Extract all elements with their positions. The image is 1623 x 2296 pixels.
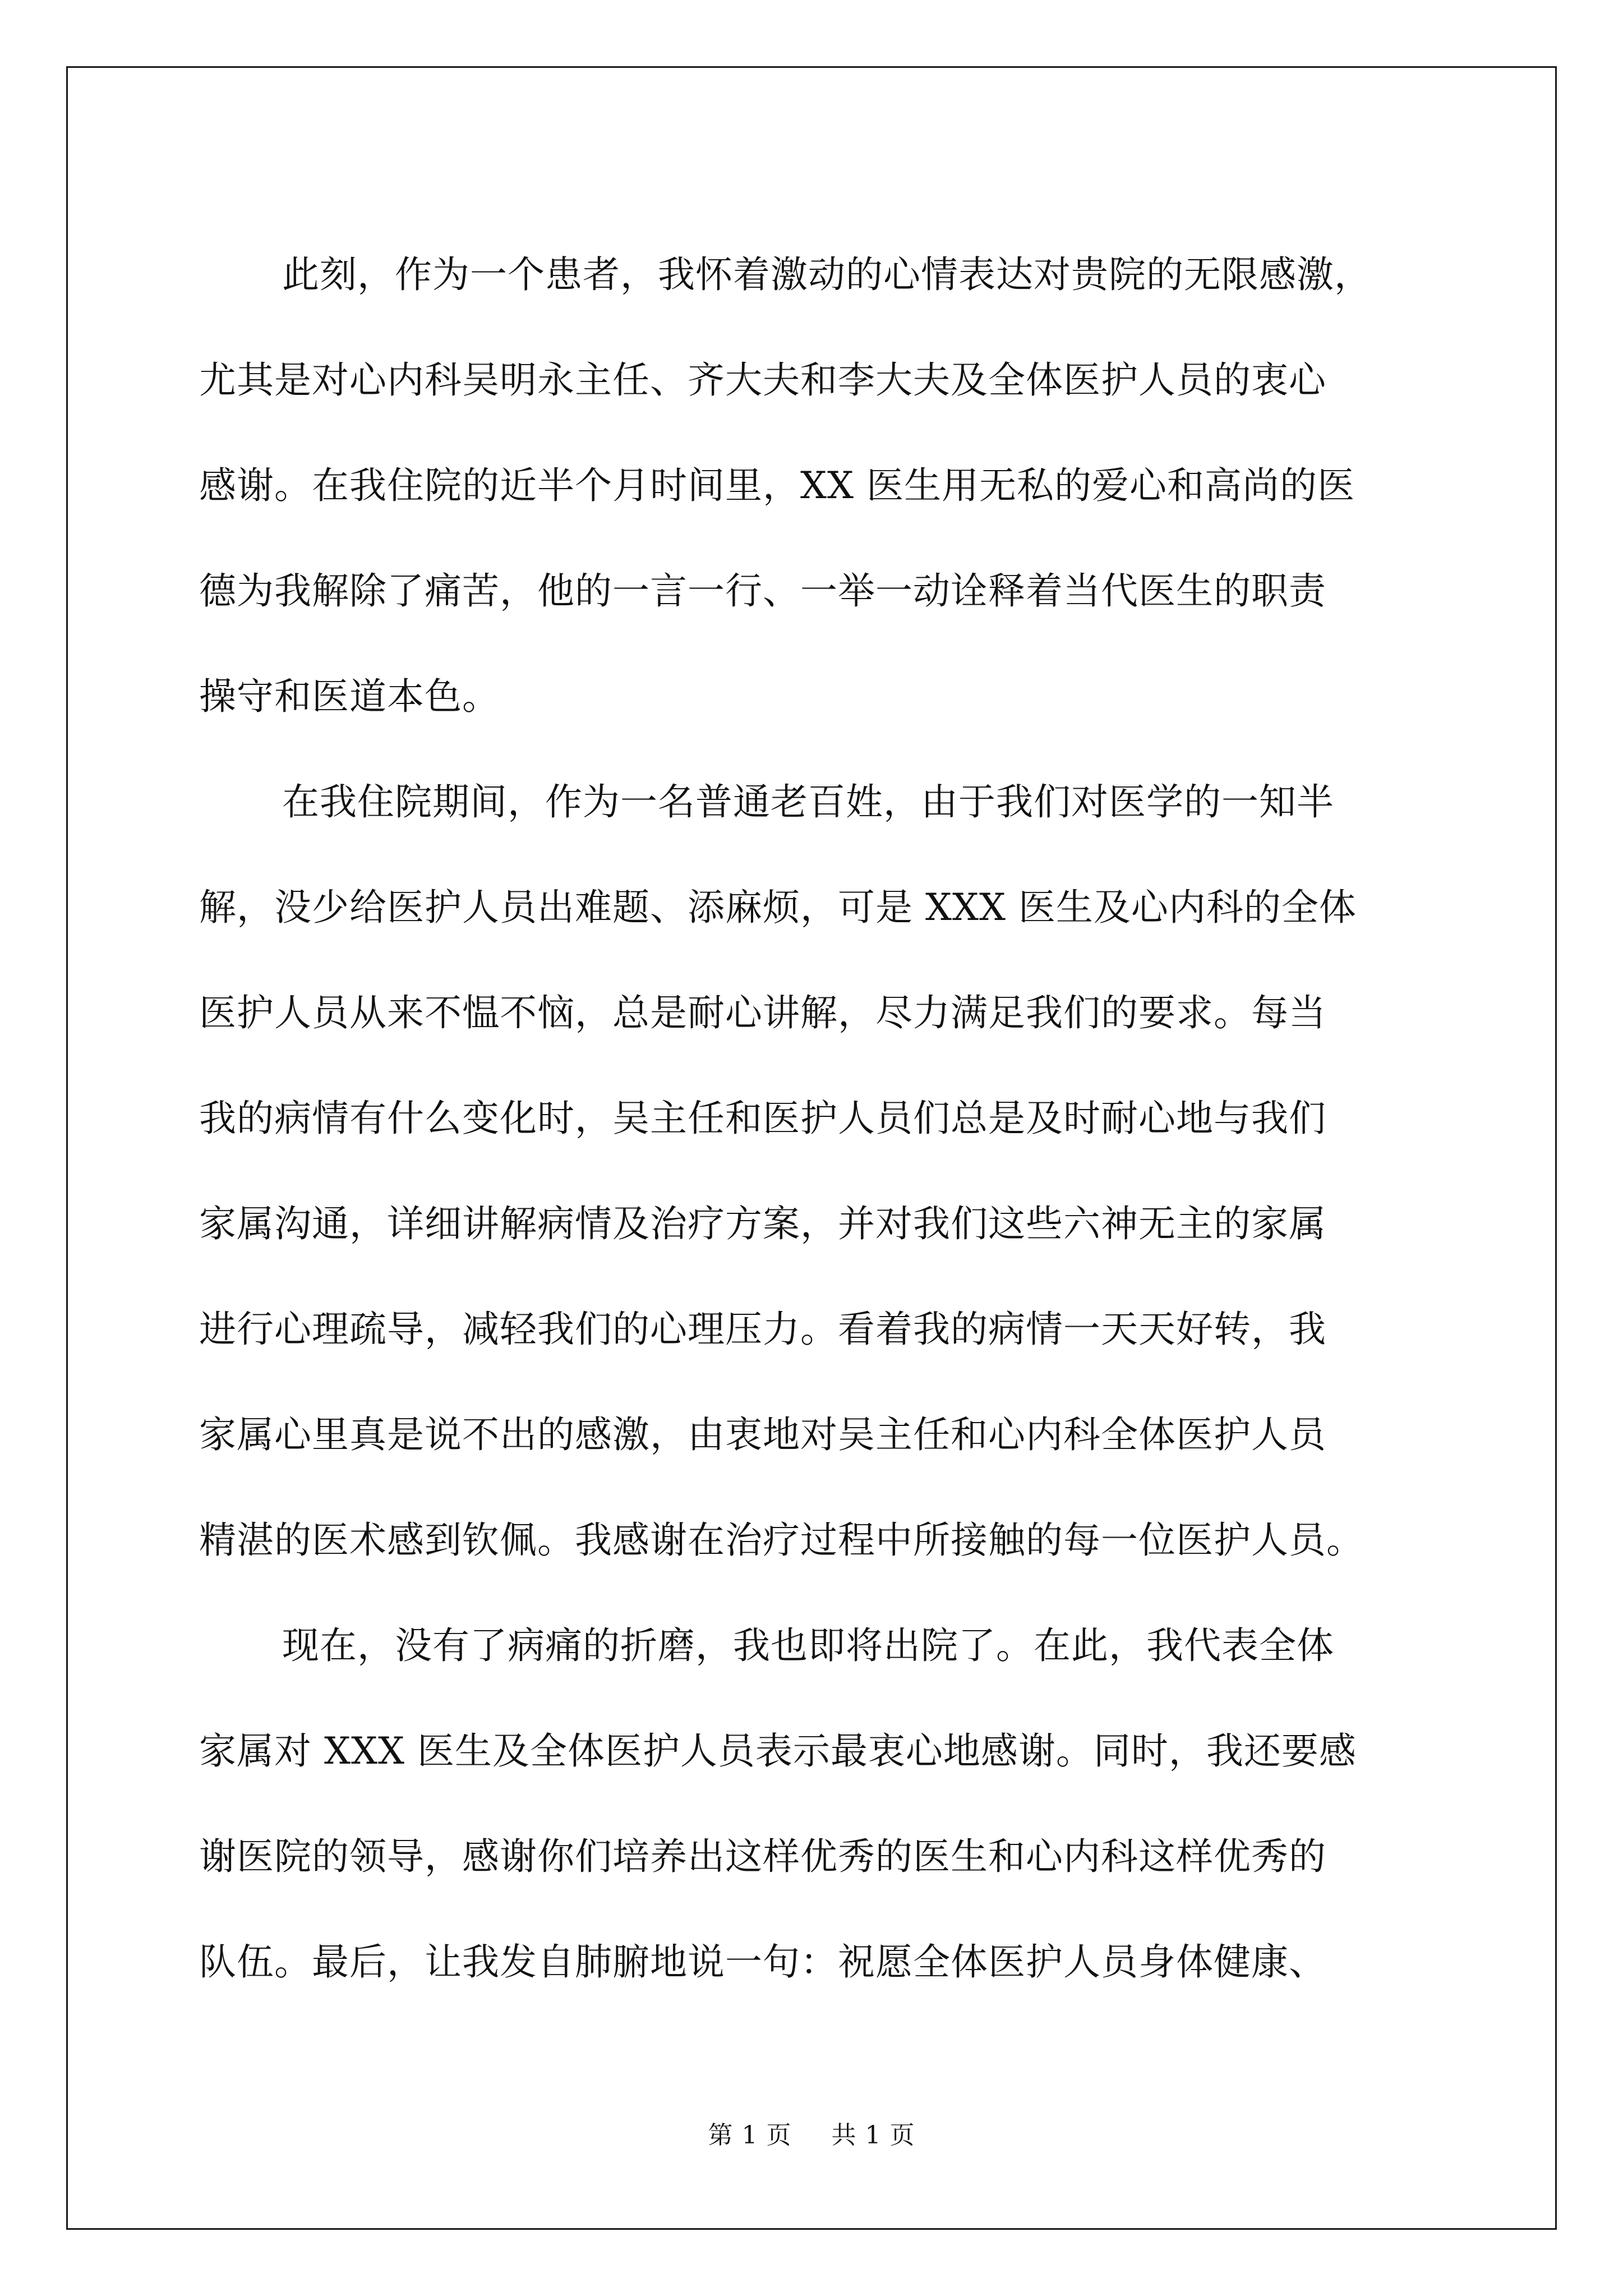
paragraph-2-line-5: 家属沟通，详细讲解病情及治疗方案，并对我们这些六神无主的家属 (199, 1202, 1326, 1245)
paragraph-2-line-6: 进行心理疏导，减轻我们的心理压力。看着我的病情一天天好转，我 (199, 1308, 1326, 1351)
paragraph-3-line-3: 谢医院的领导，感谢你们培养出这样优秀的医生和心内科这样优秀的 (199, 1835, 1326, 1878)
paragraph-2-line-7: 家属心里真是说不出的感激，由衷地对吴主任和心内科全体医护人员 (199, 1413, 1326, 1456)
paragraph-1-line-3: 感谢。在我住院的近半个月时间里，XX 医生用无私的爱心和高尚的医 (199, 464, 1355, 507)
paragraph-1-line-4: 德为我解除了痛苦，他的一言一行、一举一动诠释着当代医生的职责 (199, 569, 1326, 613)
paragraph-2-line-8: 精湛的医术感到钦佩。我感谢在治疗过程中所接触的每一位医护人员。 (199, 1519, 1364, 1562)
paragraph-1-line-5: 操守和医道本色。 (199, 675, 500, 718)
paragraph-2-line-4: 我的病情有什么变化时，吴主任和医护人员们总是及时耐心地与我们 (199, 1097, 1326, 1140)
document-body (199, 222, 1424, 2015)
page-number: 第 1 页 (708, 2121, 792, 2150)
paragraph-3-line-1: 现在，没有了病痛的折磨，我也即将出院了。在此，我代表全体 (282, 1624, 1334, 1667)
paragraph-1-line-2: 尤其是对心内科吴明永主任、齐大夫和李大夫及全体医护人员的衷心 (199, 358, 1326, 402)
paragraph-2-line-3: 医护人员从来不愠不恼，总是耐心讲解，尽力满足我们的要求。每当 (199, 991, 1326, 1034)
paragraph-1-line-1: 此刻，作为一个患者，我怀着激动的心情表达对贵院的无限感激， (282, 253, 1372, 296)
page-footer (0, 2115, 1623, 2151)
paragraph-3-line-4: 队伍。最后，让我发自肺腑地说一句：祝愿全体医护人员身体健康、 (199, 1940, 1326, 1984)
paragraph-2-line-1: 在我住院期间，作为一名普通老百姓，由于我们对医学的一知半 (282, 780, 1334, 823)
paragraph-2-line-2: 解，没少给医护人员出难题、添麻烦，可是 XXX 医生及心内科的全体 (199, 886, 1357, 929)
paragraph-3-line-2: 家属对 XXX 医生及全体医护人员表示最衷心地感谢。同时，我还要感 (199, 1729, 1357, 1773)
page-total: 共 1 页 (831, 2121, 915, 2150)
